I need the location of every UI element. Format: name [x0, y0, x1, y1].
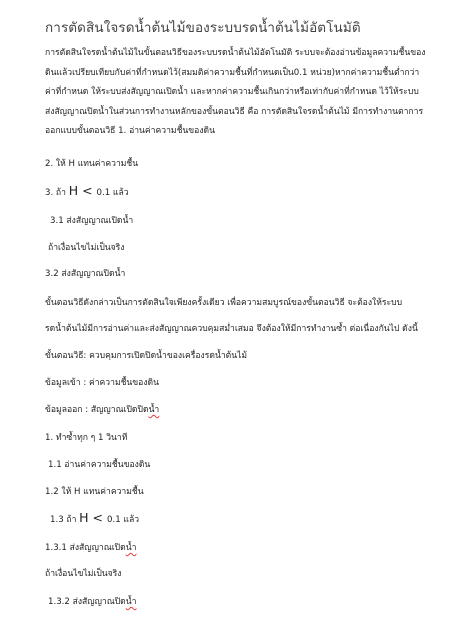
step-3-1: 3.1 ส่งสัญญาณเปิดน้ำ — [50, 216, 134, 226]
paragraph-line: ค่าที่กำหนด ให้ระบบส่งสัญญาณเปิดน้ำ และหากค่าความชื้นเกินกว่าหรือเท่ากับค่าที่กำหนด ไว้ให้ระบบ — [45, 87, 419, 97]
step-3-prefix: 3. ถ้า — [45, 188, 69, 198]
algo-step-1: 1. ทำซ้ำทุก ๆ 1 วินาที — [45, 433, 128, 443]
step-2: 2. ให้ H แทนค่าความชื้น — [45, 159, 139, 169]
paragraph-line: การตัดสินใจรดน้ำต้นไม้ในขั้นตอนวิธีของระบบรดน้ำต้นไม้อัตโนมัติ ระบบจะต้องอ่านข้อมูลความชื้นของ — [45, 48, 426, 58]
algo-step-1-3-prefix: 1.3 ถ้า — [50, 515, 80, 525]
summary-line: ขั้นตอนวิธีดังกล่าวเป็นการตัดสินใจเพียงครั้งเดียว เพื่อความสมบูรณ์ของขั้นตอนวิธี จะต้องให้ระบบ — [45, 298, 403, 308]
algo-step-text: 1.3.2 ส่งสัญญาณปิด — [48, 597, 126, 607]
algo-step-1-1: 1.1 อ่านค่าความชื้นของดิน — [48, 460, 151, 470]
else-line: ถ้าเงื่อนไขไม่เป็นจริง — [45, 569, 122, 579]
else-line: ถ้าเงื่อนไขไม่เป็นจริง — [48, 243, 125, 253]
page-title: การตัดสินใจรดน้ำต้นไม้ของระบบรดน้ำต้นไม้อัตโนมัติ — [45, 20, 361, 36]
algorithm-header: ขั้นตอนวิธี: ควบคุมการเปิดปิดน้ำของเครื่องรดน้ำต้นไม้ — [45, 351, 248, 361]
spellcheck-word: น้ำ — [148, 405, 160, 415]
algo-step-1-3-1 — [45, 540, 136, 554]
algo-step-1-3 — [50, 510, 139, 526]
step-3-2: 3.2 ส่งสัญญาณปิดน้ำ — [45, 269, 126, 279]
less-than-sign: < — [78, 183, 97, 198]
algorithm-output — [45, 402, 159, 416]
paragraph-line: ออกแบบขั้นตอนวิธี 1. อ่านค่าความชื้นของดิน — [45, 126, 215, 136]
less-than-sign: < — [88, 510, 107, 525]
spellcheck-word: น้ำ — [125, 543, 137, 553]
step-3-suffix: 0.1 แล้ว — [96, 188, 129, 198]
spellcheck-word: น้ำ — [125, 597, 137, 607]
algo-step-1-2: 1.2 ให้ H แทนค่าความชื้น — [45, 487, 144, 497]
variable-h: H — [68, 183, 79, 198]
paragraph-line: ดินแล้วเปรียบเทียบกับค่าที่กำหนดไว้(สมมติค่าความชื้นที่กำหนดเป็น0.1 หน่วย)หากค่าความชื้นต่ำกว่า — [45, 67, 420, 78]
algo-step-text: 1.3.1 ส่งสัญญาณเปิด — [45, 543, 126, 553]
paragraph-line: ส่งสัญญาณปิดน้ำในส่วนการทำงานหลักของขั้นตอนวิธี คือ การตัดสินใจรดน้ำต้นไม้ มีการทำงานตาการ — [45, 106, 424, 117]
variable-h: H — [79, 510, 89, 525]
summary-line: รดน้ำต้นไม้มีการอ่านค่าและส่งสัญญาณควบคุมสม่ำเสมอ จึงต้องให้มีการทำงานซ้ำ ต่อเนื่องกันไป ดังนี้ — [45, 324, 418, 334]
algo-step-1-3-suffix: 0.1 แล้ว — [107, 515, 140, 525]
algo-step-1-3-2 — [48, 594, 136, 608]
algorithm-input: ข้อมูลเข้า : ค่าความชื้นของดิน — [45, 378, 159, 388]
step-3 — [45, 183, 129, 199]
intro-paragraph — [45, 44, 455, 142]
algorithm-output-text: ข้อมูลออก : สัญญาณเปิดปิด — [45, 405, 149, 415]
